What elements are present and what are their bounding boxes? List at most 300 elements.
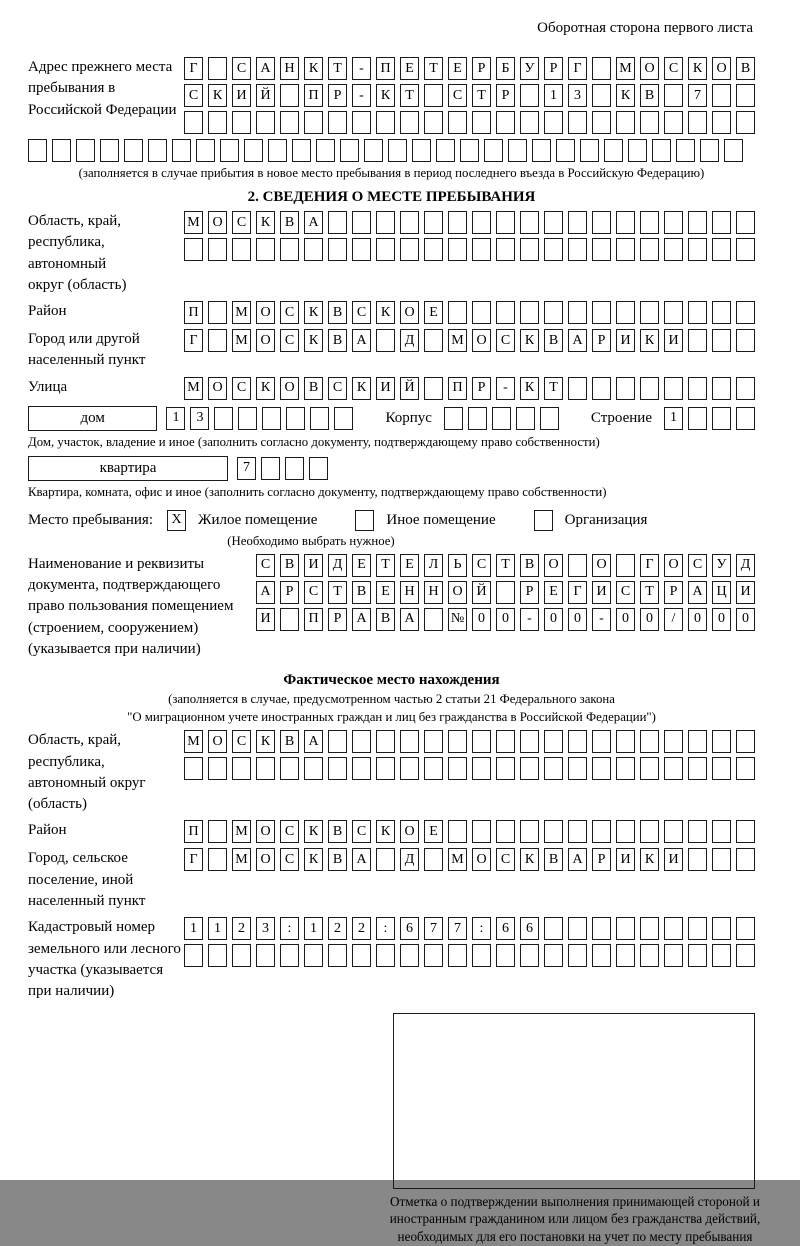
char-cell: Т (496, 554, 515, 577)
actual-city-row (184, 848, 755, 871)
char-cell (220, 139, 239, 162)
char-cell: М (232, 301, 251, 324)
char-cell: С (280, 820, 299, 843)
char-cell (448, 944, 467, 967)
char-cell (736, 730, 755, 753)
char-cell (736, 111, 755, 134)
char-cell: Р (520, 581, 539, 604)
char-cell (472, 820, 491, 843)
prev-address-row-3 (184, 111, 755, 134)
char-cell (334, 407, 353, 430)
char-cell (364, 139, 383, 162)
char-cell (28, 139, 47, 162)
char-cell: С (232, 211, 251, 234)
char-cell: Е (448, 57, 467, 80)
header-note: Оборотная сторона первого листа (537, 20, 753, 36)
char-cell: И (616, 848, 635, 871)
char-cell (214, 407, 233, 430)
char-cell (424, 730, 443, 753)
char-cell (616, 301, 635, 324)
char-cell (376, 238, 395, 261)
char-cell: С (688, 554, 707, 577)
char-cell: К (520, 329, 539, 352)
char-cell (472, 730, 491, 753)
char-cell (376, 111, 395, 134)
house-box-label: дом (28, 406, 157, 431)
char-cell: С (664, 57, 683, 80)
char-cell: 3 (256, 917, 275, 940)
district-rows (184, 301, 755, 324)
char-cell (208, 301, 227, 324)
char-cell (544, 944, 563, 967)
char-cell: 0 (616, 608, 635, 631)
char-cell (712, 111, 731, 134)
char-cell (640, 730, 659, 753)
char-cell (736, 917, 755, 940)
char-cell (376, 329, 395, 352)
char-cell (592, 944, 611, 967)
city-block (28, 329, 755, 372)
char-cell (496, 111, 515, 134)
char-cell: С (280, 848, 299, 871)
street-row (184, 377, 755, 400)
region-label: Область, край, республика, автономный округ (область) (28, 213, 127, 293)
korpus-row (444, 407, 559, 430)
char-cell: 0 (736, 608, 755, 631)
char-cell (688, 329, 707, 352)
char-cell: О (472, 329, 491, 352)
street-label: Улица (28, 378, 68, 395)
char-cell (568, 111, 587, 134)
char-cell (568, 377, 587, 400)
cadastre-row-1 (184, 917, 755, 940)
char-cell (412, 139, 431, 162)
char-cell (736, 238, 755, 261)
char-cell (688, 407, 707, 430)
char-cell (544, 301, 563, 324)
char-cell: И (664, 848, 683, 871)
char-cell: 3 (190, 407, 209, 430)
char-cell: К (520, 848, 539, 871)
stay-type-options (167, 510, 671, 531)
char-cell (448, 238, 467, 261)
char-cell (304, 238, 323, 261)
char-cell: Е (400, 554, 419, 577)
char-cell (232, 111, 251, 134)
char-cell (352, 238, 371, 261)
city-rows (184, 329, 755, 352)
actual-location-caption-2: "О миграционном учете иностранных граждан и лиц без гражданства в Российской Федерации") (127, 710, 656, 725)
char-cell (352, 944, 371, 967)
char-cell (616, 111, 635, 134)
char-cell (261, 457, 280, 480)
char-cell: 2 (232, 917, 251, 940)
char-cell (736, 757, 755, 780)
char-cell (280, 608, 299, 631)
char-cell (540, 407, 559, 430)
char-cell: 0 (472, 608, 491, 631)
char-cell (544, 238, 563, 261)
char-cell: / (664, 608, 683, 631)
stay-type-note: (Необходимо выбрать нужное) (227, 533, 395, 548)
char-cell: О (640, 57, 659, 80)
char-cell (496, 238, 515, 261)
char-cell (448, 301, 467, 324)
char-cell (268, 139, 287, 162)
char-cell (736, 301, 755, 324)
char-cell (688, 730, 707, 753)
char-cell (256, 757, 275, 780)
char-cell (640, 301, 659, 324)
checkbox-label: Жилое помещение (198, 511, 318, 528)
char-cell: 7 (448, 917, 467, 940)
actual-region-row-1 (184, 730, 755, 753)
char-cell (568, 944, 587, 967)
char-cell: Д (400, 329, 419, 352)
house-number-row (166, 407, 353, 430)
char-cell: И (376, 377, 395, 400)
char-cell (544, 111, 563, 134)
char-cell (520, 730, 539, 753)
char-cell (424, 848, 443, 871)
char-cell (736, 377, 755, 400)
actual-region-row-2 (184, 757, 755, 780)
char-cell: Е (400, 57, 419, 80)
char-cell (568, 917, 587, 940)
char-cell (496, 757, 515, 780)
char-cell: А (256, 581, 275, 604)
district-block (28, 301, 755, 324)
checkbox-label: Иное помещение (386, 511, 496, 528)
char-cell (712, 301, 731, 324)
char-cell: С (496, 329, 515, 352)
char-cell (520, 820, 539, 843)
char-cell: Т (544, 377, 563, 400)
stroenie-label: Строение (590, 409, 652, 426)
char-cell (436, 139, 455, 162)
char-cell (208, 944, 227, 967)
char-cell (280, 757, 299, 780)
char-cell (256, 111, 275, 134)
char-cell (424, 238, 443, 261)
char-cell: М (616, 57, 635, 80)
char-cell (496, 301, 515, 324)
char-cell (652, 139, 671, 162)
char-cell: О (208, 211, 227, 234)
char-cell: В (304, 377, 323, 400)
actual-region-block (28, 730, 755, 815)
char-cell (520, 211, 539, 234)
char-cell (664, 730, 683, 753)
char-cell: В (328, 301, 347, 324)
char-cell: Р (472, 57, 491, 80)
char-cell (424, 608, 443, 631)
char-cell (328, 944, 347, 967)
char-cell (736, 211, 755, 234)
char-cell: С (232, 57, 251, 80)
char-cell (712, 730, 731, 753)
char-cell (304, 944, 323, 967)
stay-type-option (534, 510, 648, 531)
char-cell (568, 301, 587, 324)
char-cell (592, 301, 611, 324)
char-cell (664, 84, 683, 107)
char-cell (688, 377, 707, 400)
char-cell (496, 944, 515, 967)
char-cell: Е (424, 820, 443, 843)
char-cell (712, 917, 731, 940)
prev-address-row-1 (184, 57, 755, 80)
char-cell (244, 139, 263, 162)
prev-address-row-2 (184, 84, 755, 107)
char-cell: - (352, 84, 371, 107)
char-cell: В (280, 730, 299, 753)
char-cell: О (208, 730, 227, 753)
char-cell: Г (184, 329, 203, 352)
char-cell: М (184, 730, 203, 753)
char-cell (388, 139, 407, 162)
char-cell: В (280, 554, 299, 577)
char-cell: К (640, 848, 659, 871)
cadastre-label: Кадастровый номер земельного или лесного участка (указывается при наличии) (28, 919, 181, 1000)
char-cell: - (352, 57, 371, 80)
char-cell: С (232, 377, 251, 400)
char-cell: В (376, 608, 395, 631)
char-cell: 7 (424, 917, 443, 940)
char-cell (736, 848, 755, 871)
actual-region-label: Область, край, республика, автономный округ (область) (28, 732, 146, 813)
char-cell: Й (256, 84, 275, 107)
char-cell: 7 (688, 84, 707, 107)
char-cell: Р (592, 329, 611, 352)
char-cell (688, 944, 707, 967)
char-cell: О (664, 554, 683, 577)
char-cell (352, 111, 371, 134)
char-cell (736, 944, 755, 967)
char-cell (616, 820, 635, 843)
char-cell: П (304, 608, 323, 631)
prev-address-row-4 (28, 139, 755, 162)
char-cell: Р (328, 608, 347, 631)
char-cell (712, 211, 731, 234)
char-cell (616, 730, 635, 753)
stroenie-row (664, 407, 755, 430)
char-cell: Р (664, 581, 683, 604)
char-cell (724, 139, 743, 162)
actual-city-label: Город, сельское поселение, иной населенный пункт (28, 850, 146, 910)
prev-address-block (28, 57, 755, 134)
char-cell (208, 57, 227, 80)
char-cell (688, 238, 707, 261)
char-cell (568, 757, 587, 780)
char-cell (640, 757, 659, 780)
city-label: Город или другой населенный пункт (28, 331, 146, 369)
char-cell (280, 238, 299, 261)
char-cell (376, 944, 395, 967)
char-cell (424, 329, 443, 352)
char-cell: С (616, 581, 635, 604)
char-cell: № (448, 608, 467, 631)
char-cell: Б (496, 57, 515, 80)
char-cell: К (256, 730, 275, 753)
char-cell (400, 757, 419, 780)
char-cell: П (184, 301, 203, 324)
char-cell: О (256, 820, 275, 843)
document-label: Наименование и реквизиты документа, подтверждающего право пользования помещением (строением, сооружением) (указывается при наличии) (28, 555, 234, 657)
char-cell (232, 944, 251, 967)
document-row-1 (256, 554, 755, 577)
char-cell (424, 757, 443, 780)
char-cell: А (352, 608, 371, 631)
char-cell: А (568, 329, 587, 352)
char-cell (640, 944, 659, 967)
char-cell: Г (184, 57, 203, 80)
char-cell (592, 730, 611, 753)
char-cell (400, 238, 419, 261)
actual-district-row (184, 820, 755, 843)
char-cell: И (736, 581, 755, 604)
char-cell: Т (328, 581, 347, 604)
char-cell: У (712, 554, 731, 577)
char-cell: Е (544, 581, 563, 604)
char-cell (292, 139, 311, 162)
char-cell (460, 139, 479, 162)
char-cell: О (400, 301, 419, 324)
char-cell (520, 111, 539, 134)
char-cell: 6 (400, 917, 419, 940)
region-rows (184, 211, 755, 261)
actual-district-label: Район (28, 822, 67, 839)
char-cell: Г (568, 581, 587, 604)
char-cell: Р (544, 57, 563, 80)
char-cell (592, 84, 611, 107)
char-cell: О (400, 820, 419, 843)
char-cell (544, 211, 563, 234)
char-cell: Л (424, 554, 443, 577)
char-cell: Н (400, 581, 419, 604)
char-cell (238, 407, 257, 430)
char-cell (496, 211, 515, 234)
document-row-2 (256, 581, 755, 604)
char-cell (376, 848, 395, 871)
char-cell (616, 917, 635, 940)
char-cell: К (376, 301, 395, 324)
char-cell (424, 111, 443, 134)
char-cell: О (712, 57, 731, 80)
korpus-label: Корпус (385, 409, 432, 426)
char-cell (208, 820, 227, 843)
char-cell: Й (400, 377, 419, 400)
char-cell (568, 211, 587, 234)
char-cell (736, 820, 755, 843)
char-cell: И (592, 581, 611, 604)
char-cell: 6 (520, 917, 539, 940)
char-cell (148, 139, 167, 162)
actual-district-rows (184, 820, 755, 843)
char-cell (568, 554, 587, 577)
char-cell: 7 (237, 457, 256, 480)
char-cell: 1 (208, 917, 227, 940)
district-label: Район (28, 303, 67, 320)
char-cell: 1 (664, 407, 683, 430)
char-cell (616, 211, 635, 234)
char-cell: П (448, 377, 467, 400)
char-cell: О (448, 581, 467, 604)
document-block (28, 554, 755, 660)
apartment-box-label: квартира (28, 456, 228, 481)
char-cell: 0 (688, 608, 707, 631)
char-cell (352, 211, 371, 234)
char-cell: : (376, 917, 395, 940)
char-cell (664, 757, 683, 780)
char-cell: Г (640, 554, 659, 577)
char-cell: А (352, 848, 371, 871)
char-cell (256, 238, 275, 261)
char-cell (424, 377, 443, 400)
char-cell: 0 (496, 608, 515, 631)
char-cell (688, 111, 707, 134)
cadastre-block (28, 917, 755, 1002)
char-cell: 0 (544, 608, 563, 631)
char-cell (688, 211, 707, 234)
char-cell (664, 820, 683, 843)
char-cell (516, 407, 535, 430)
char-cell (592, 917, 611, 940)
stamp-box (393, 1013, 755, 1189)
char-cell: - (520, 608, 539, 631)
char-cell: М (232, 848, 251, 871)
char-cell (492, 407, 511, 430)
char-cell (712, 820, 731, 843)
char-cell (520, 944, 539, 967)
char-cell (196, 139, 215, 162)
char-cell: 2 (328, 917, 347, 940)
char-cell: Г (568, 57, 587, 80)
char-cell: М (232, 820, 251, 843)
char-cell (664, 211, 683, 234)
char-cell: К (256, 211, 275, 234)
char-cell: О (280, 377, 299, 400)
char-cell (544, 917, 563, 940)
cadastre-rows (184, 917, 755, 967)
cadastre-row-2 (184, 944, 755, 967)
char-cell: А (256, 57, 275, 80)
char-cell: А (400, 608, 419, 631)
char-cell (664, 301, 683, 324)
char-cell (256, 944, 275, 967)
char-cell (520, 301, 539, 324)
char-cell (376, 730, 395, 753)
char-cell (664, 377, 683, 400)
char-cell (448, 211, 467, 234)
char-cell: С (496, 848, 515, 871)
char-cell (340, 139, 359, 162)
char-cell (208, 757, 227, 780)
char-cell (616, 554, 635, 577)
stay-type-option (167, 510, 317, 531)
region-block (28, 211, 755, 296)
char-cell (592, 211, 611, 234)
char-cell (424, 944, 443, 967)
char-cell: С (256, 554, 275, 577)
char-cell: О (592, 554, 611, 577)
char-cell: 0 (568, 608, 587, 631)
char-cell (640, 820, 659, 843)
char-cell (472, 301, 491, 324)
char-cell: В (520, 554, 539, 577)
char-cell: Р (592, 848, 611, 871)
char-cell (688, 820, 707, 843)
